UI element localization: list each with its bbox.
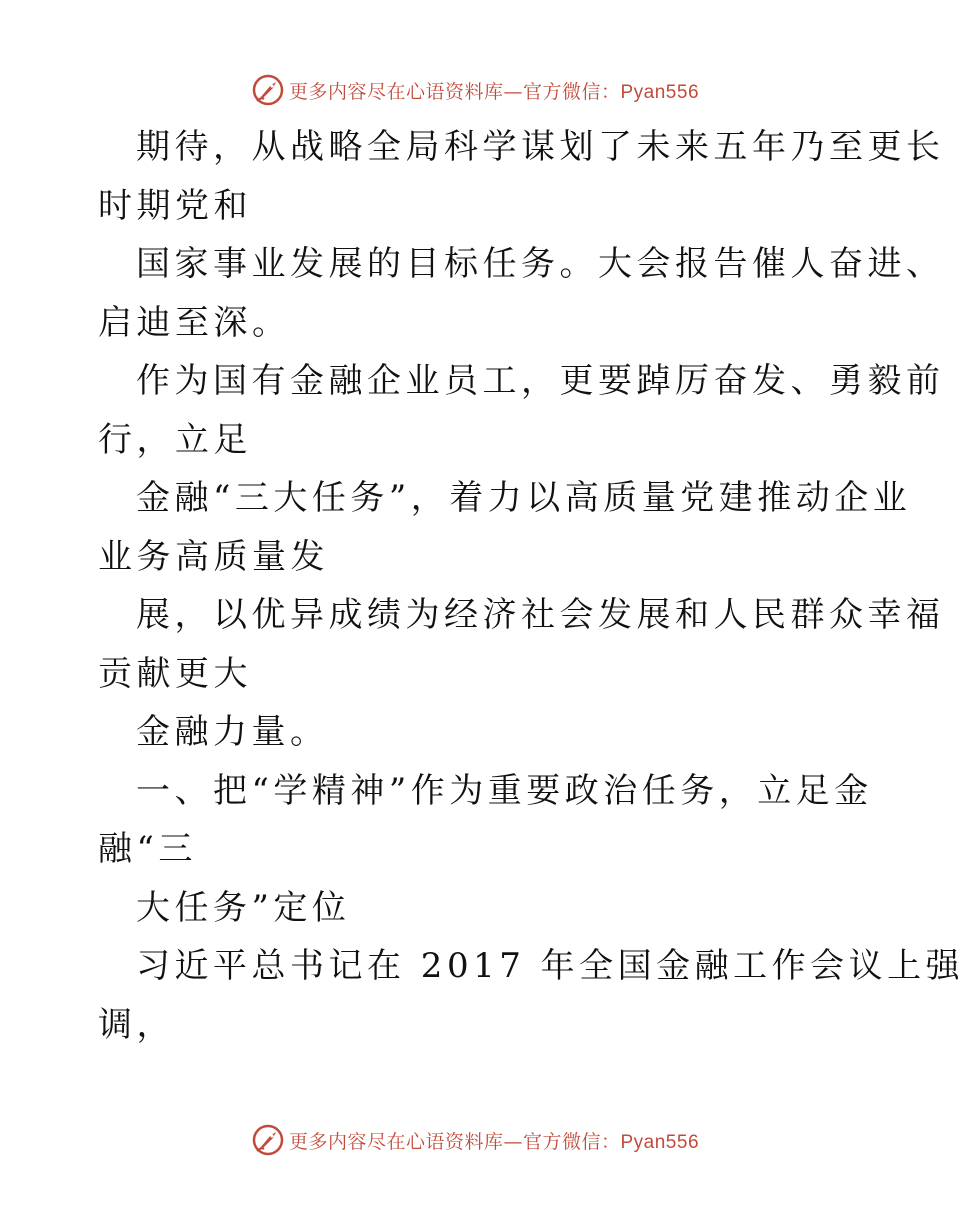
paragraph-line: 习近平总书记在 2017 年全国金融工作会议上强 (136, 946, 964, 986)
paragraph-line: 金融“三大任务”，着力以高质量党建推动企业 (136, 478, 912, 518)
section-heading-line: 大任务”定位 (136, 887, 351, 928)
paragraph-line: 展，以优异成绩为经济社会发展和人民群众幸福 (136, 595, 945, 635)
footer-wechat-label: 官方微信： (522, 1130, 621, 1153)
header-banner-text (289, 77, 699, 104)
paragraph-line: 行，立足 (98, 419, 252, 460)
footer-banner-text (289, 1127, 699, 1154)
header-dash: — (503, 80, 523, 103)
header-banner (0, 70, 950, 110)
footer-wechat-id: Pyan556 (620, 1131, 700, 1153)
paragraph-line: 期待，从战略全局科学谋划了未来五年乃至更长 (136, 127, 945, 167)
footer-site-text: 更多内容尽在心语资料库 (288, 1130, 504, 1153)
header-wechat-label: 官方微信： (522, 80, 621, 103)
paragraph-line: 金融力量。 (136, 712, 329, 752)
body-text (98, 118, 964, 1054)
paragraph-line: 时期党和 (98, 185, 252, 226)
header-wechat-id: Pyan556 (620, 81, 700, 103)
paragraph-line: 调， (98, 1004, 175, 1045)
pen-nib-logo-icon (251, 1123, 285, 1157)
section-heading-line: 融“三 (98, 829, 197, 869)
paragraph-line: 贡献更大 (98, 653, 252, 694)
paragraph-line: 业务高质量发 (98, 536, 329, 577)
footer-dash: — (503, 1130, 523, 1153)
header-site-text: 更多内容尽在心语资料库 (288, 80, 504, 103)
pen-nib-logo-icon (251, 73, 285, 107)
footer-banner (0, 1120, 950, 1160)
paragraph-line: 国家事业发展的目标任务。大会报告催人奋进、 (136, 244, 945, 284)
paragraph-line: 作为国有金融企业员工，更要踔厉奋发、勇毅前 (136, 361, 945, 401)
paragraph-line: 启迪至深。 (98, 302, 291, 343)
section-heading-line: 一、把“学精神”作为重要政治任务，立足金 (136, 770, 873, 811)
